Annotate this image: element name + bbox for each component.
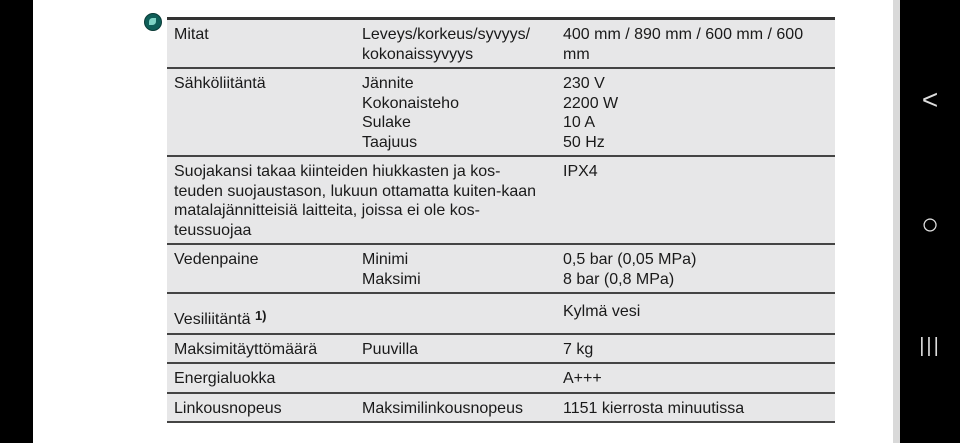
footnote-marker: 1) [254,308,267,323]
row-label-cell [167,68,355,156]
row-sub-label: Minimi [362,251,409,268]
row-value: 7 kg [563,340,594,358]
row-label-cell [167,293,355,334]
row-value: 2200 W [563,94,619,112]
row-label: Vesiliitäntä [174,311,251,328]
row-value-cell [556,334,835,364]
row-label: Vedenpaine [174,251,259,268]
home-icon[interactable]: ○ [920,208,940,241]
row-sub-cell [355,363,556,393]
app-badge-icon[interactable] [144,13,162,31]
table-row [167,293,835,334]
page-edge [893,0,900,443]
row-value: 8 bar (0,8 MPa) [563,270,675,288]
row-value-cell [556,156,835,244]
table-row [167,334,835,364]
row-value-cell [556,363,835,393]
row-label-cell [167,393,355,423]
spec-table [167,17,835,423]
recents-icon[interactable]: ||| [919,335,941,357]
table-row [167,363,835,393]
row-label-cell [167,244,355,293]
row-label-cell [167,156,556,244]
row-value-cell [556,19,835,69]
row-sub-label: Puuvilla [362,340,419,358]
row-sub-label: Sulake [362,114,411,131]
row-label: Linkousnopeus [174,399,282,417]
row-label: Energialuokka [174,370,276,387]
row-value: 230 V [563,75,605,92]
row-label: Maksimitäyttömäärä [174,340,318,358]
table-row [167,244,835,293]
row-sub-cell [355,68,556,156]
row-value: 0,5 bar (0,05 MPa) [563,251,697,268]
row-sub-cell [355,334,556,364]
table-row [167,68,835,156]
row-label: Suojakansi takaa kiinteiden hiukkasten ja kos-teuden suojaustason, lukuun ottamatta kuiten-kaan matalajännitteisiä laitteita, joissa ei ole kos-teussuojaa [174,163,537,239]
back-icon[interactable]: < [921,84,939,115]
row-value: 50 Hz [563,133,605,151]
row-label: Sähköliitäntä [174,75,266,92]
row-sub-cell [355,293,556,334]
row-sub-label: Kokonaisteho [362,94,459,112]
row-sub-cell [355,244,556,293]
row-sub-label: Maksimilinkousnopeus [362,399,523,417]
row-value-cell [556,393,835,423]
table-row [167,156,835,244]
row-sub-cell [355,19,556,69]
row-value-cell [556,68,835,156]
navigation-bar [900,0,960,443]
row-label-cell [167,334,355,364]
row-value: IPX4 [563,163,598,180]
row-value: A+++ [563,370,602,387]
row-sub-label: Leveys/korkeus/syvyys/ kokonaissyvyys [362,26,531,63]
row-value: 10 A [563,114,596,131]
row-label-cell [167,19,355,69]
row-sub-label: Jännite [362,75,414,92]
row-value-cell [556,244,835,293]
row-sub-label: Taajuus [362,133,418,151]
row-label: Mitat [174,26,209,43]
row-value: 1151 kierrosta minuutissa [563,399,745,417]
row-label-cell [167,363,355,393]
row-sub-label: Maksimi [362,270,421,288]
row-value-cell [556,293,835,334]
table-row [167,393,835,423]
table-row [167,19,835,69]
row-sub-cell [355,393,556,423]
row-value: 400 mm / 890 mm / 600 mm / 600 mm [563,26,804,63]
row-value: Kylmä vesi [563,303,641,320]
